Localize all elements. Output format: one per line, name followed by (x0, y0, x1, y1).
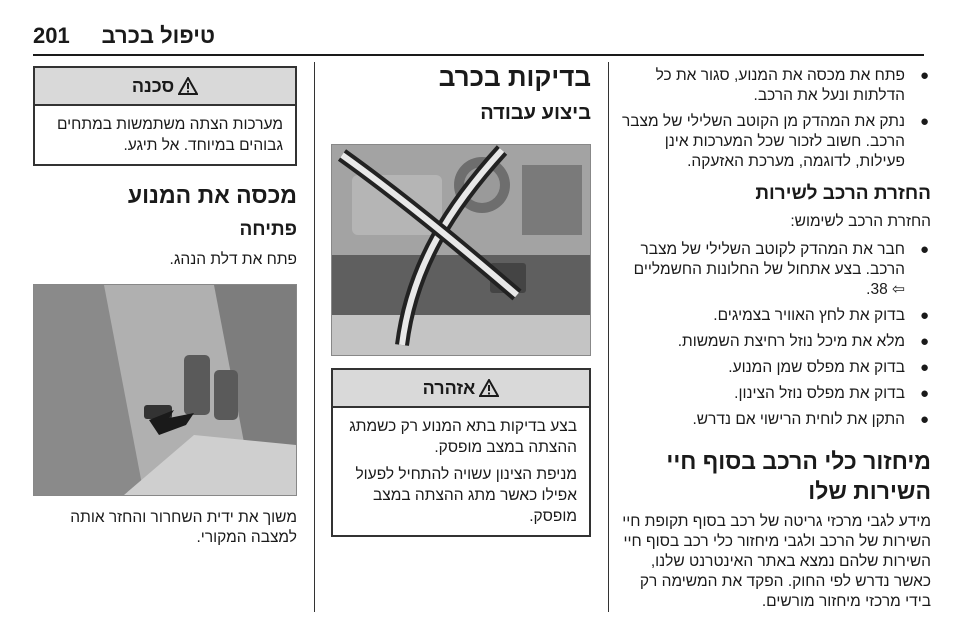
list-item: ● התקן את לוחית הרישוי אם נדרש. (692, 411, 929, 428)
danger-box (33, 66, 297, 166)
engine-bay-illustration (332, 145, 590, 355)
warning-text-1: בצע בדיקות בתא המנוע רק כשמתג ההצתה במצב מופסק. (349, 418, 577, 456)
warning-box (331, 368, 591, 537)
left-column (33, 66, 297, 548)
work-subtitle: ביצוע עבודה (480, 102, 591, 124)
bullet-icon: ● (919, 385, 929, 402)
bullet-icon: ● (919, 67, 929, 84)
bullet-icon: ● (919, 113, 929, 130)
right-column (621, 66, 931, 612)
open-door-text: פתח את דלת הנהג. (169, 251, 297, 268)
recycle-body: מידע לגבי מרכזי גריטה של רכב בסוף תקופת חיי השירות של הרכב ולגבי מיחזור כלי רכב בסוף חיי השירות שלהם נמצא באתר האינטרנט שלנו, כאשר נדרש לפי החוק. הפקד את המשימה רק בידי מרכזי מיחזור מורשים. (622, 513, 931, 610)
image-caption: משוך את ידית השחרור והחזר אותה למצבה המקורי. (70, 509, 297, 546)
list-item: ● בדוק את מפלס נוזל הצינון. (734, 385, 929, 402)
list-item: ● פתח את מכסה את המנוע, סגור את כל הדלתות ונעל את הרכב. (655, 67, 929, 104)
warning-label: אזהרה (422, 378, 476, 398)
header-rule (33, 54, 924, 56)
reconnect-intro: החזרת הרכב לשימוש: (790, 213, 931, 230)
hood-release-image (33, 284, 297, 496)
column-divider-left (314, 62, 315, 612)
hood-title: מכסה את המנוע (127, 182, 297, 208)
warning-triangle-icon (178, 71, 198, 107)
bullet-icon: ● (919, 359, 929, 376)
preparation-list (621, 66, 931, 172)
warning-body (333, 408, 589, 535)
section-title: טיפול בכרב (101, 23, 215, 48)
warning-header (333, 370, 589, 408)
list-item: ● נתק את המהדק מן הקוטב השלילי של מצבר הרכב. חשוב לזכור שכל המערכות אינן פעילות, לדוגמה, מערכת האזעקה. (621, 113, 929, 170)
column-divider-right (608, 62, 609, 612)
list-item: ● בדוק את מפלס שמן המנוע. (728, 359, 929, 376)
checks-title: בדיקות בכרב (438, 62, 591, 92)
danger-label: סכנה (131, 76, 175, 96)
bullet-icon: ● (919, 241, 929, 258)
danger-header (35, 68, 295, 106)
warning-triangle-icon (479, 373, 499, 409)
list-item: ● מלא את מיכל נוזל רחיצת השמשות. (677, 333, 929, 350)
opening-subtitle: פתיחה (239, 219, 297, 240)
engine-bay-image (331, 144, 591, 356)
danger-body: מערכות הצתה משתמשות במתחים גבוהים במיוחד. אל תיגע. (56, 116, 283, 154)
bullet-icon: ● (919, 411, 929, 428)
reconnect-heading: החזרת הרכב לשירות (755, 183, 931, 204)
middle-column (331, 62, 591, 537)
reconnect-list (621, 240, 931, 430)
bullet-icon: ● (919, 333, 929, 350)
warning-text-2: מניפת הצינון עשויה להתחיל לפעול אפילו כאשר מתג ההצתה במצב מופסק. (355, 466, 577, 525)
list-item: ● חבר את המהדק לקוטב השלילי של מצבר הרכב. בצע אתחול של החלונות החשמליים ⇦ 38. (633, 241, 929, 298)
recycle-heading: מיחזור כלי הרכב בסוף חיי השירות שלו (666, 448, 931, 504)
list-item: ● בדוק את לחץ האוויר בצמיגים. (713, 307, 929, 324)
bullet-icon: ● (919, 307, 929, 324)
page-number: 201 (33, 23, 70, 48)
hood-release-illustration (34, 285, 296, 495)
